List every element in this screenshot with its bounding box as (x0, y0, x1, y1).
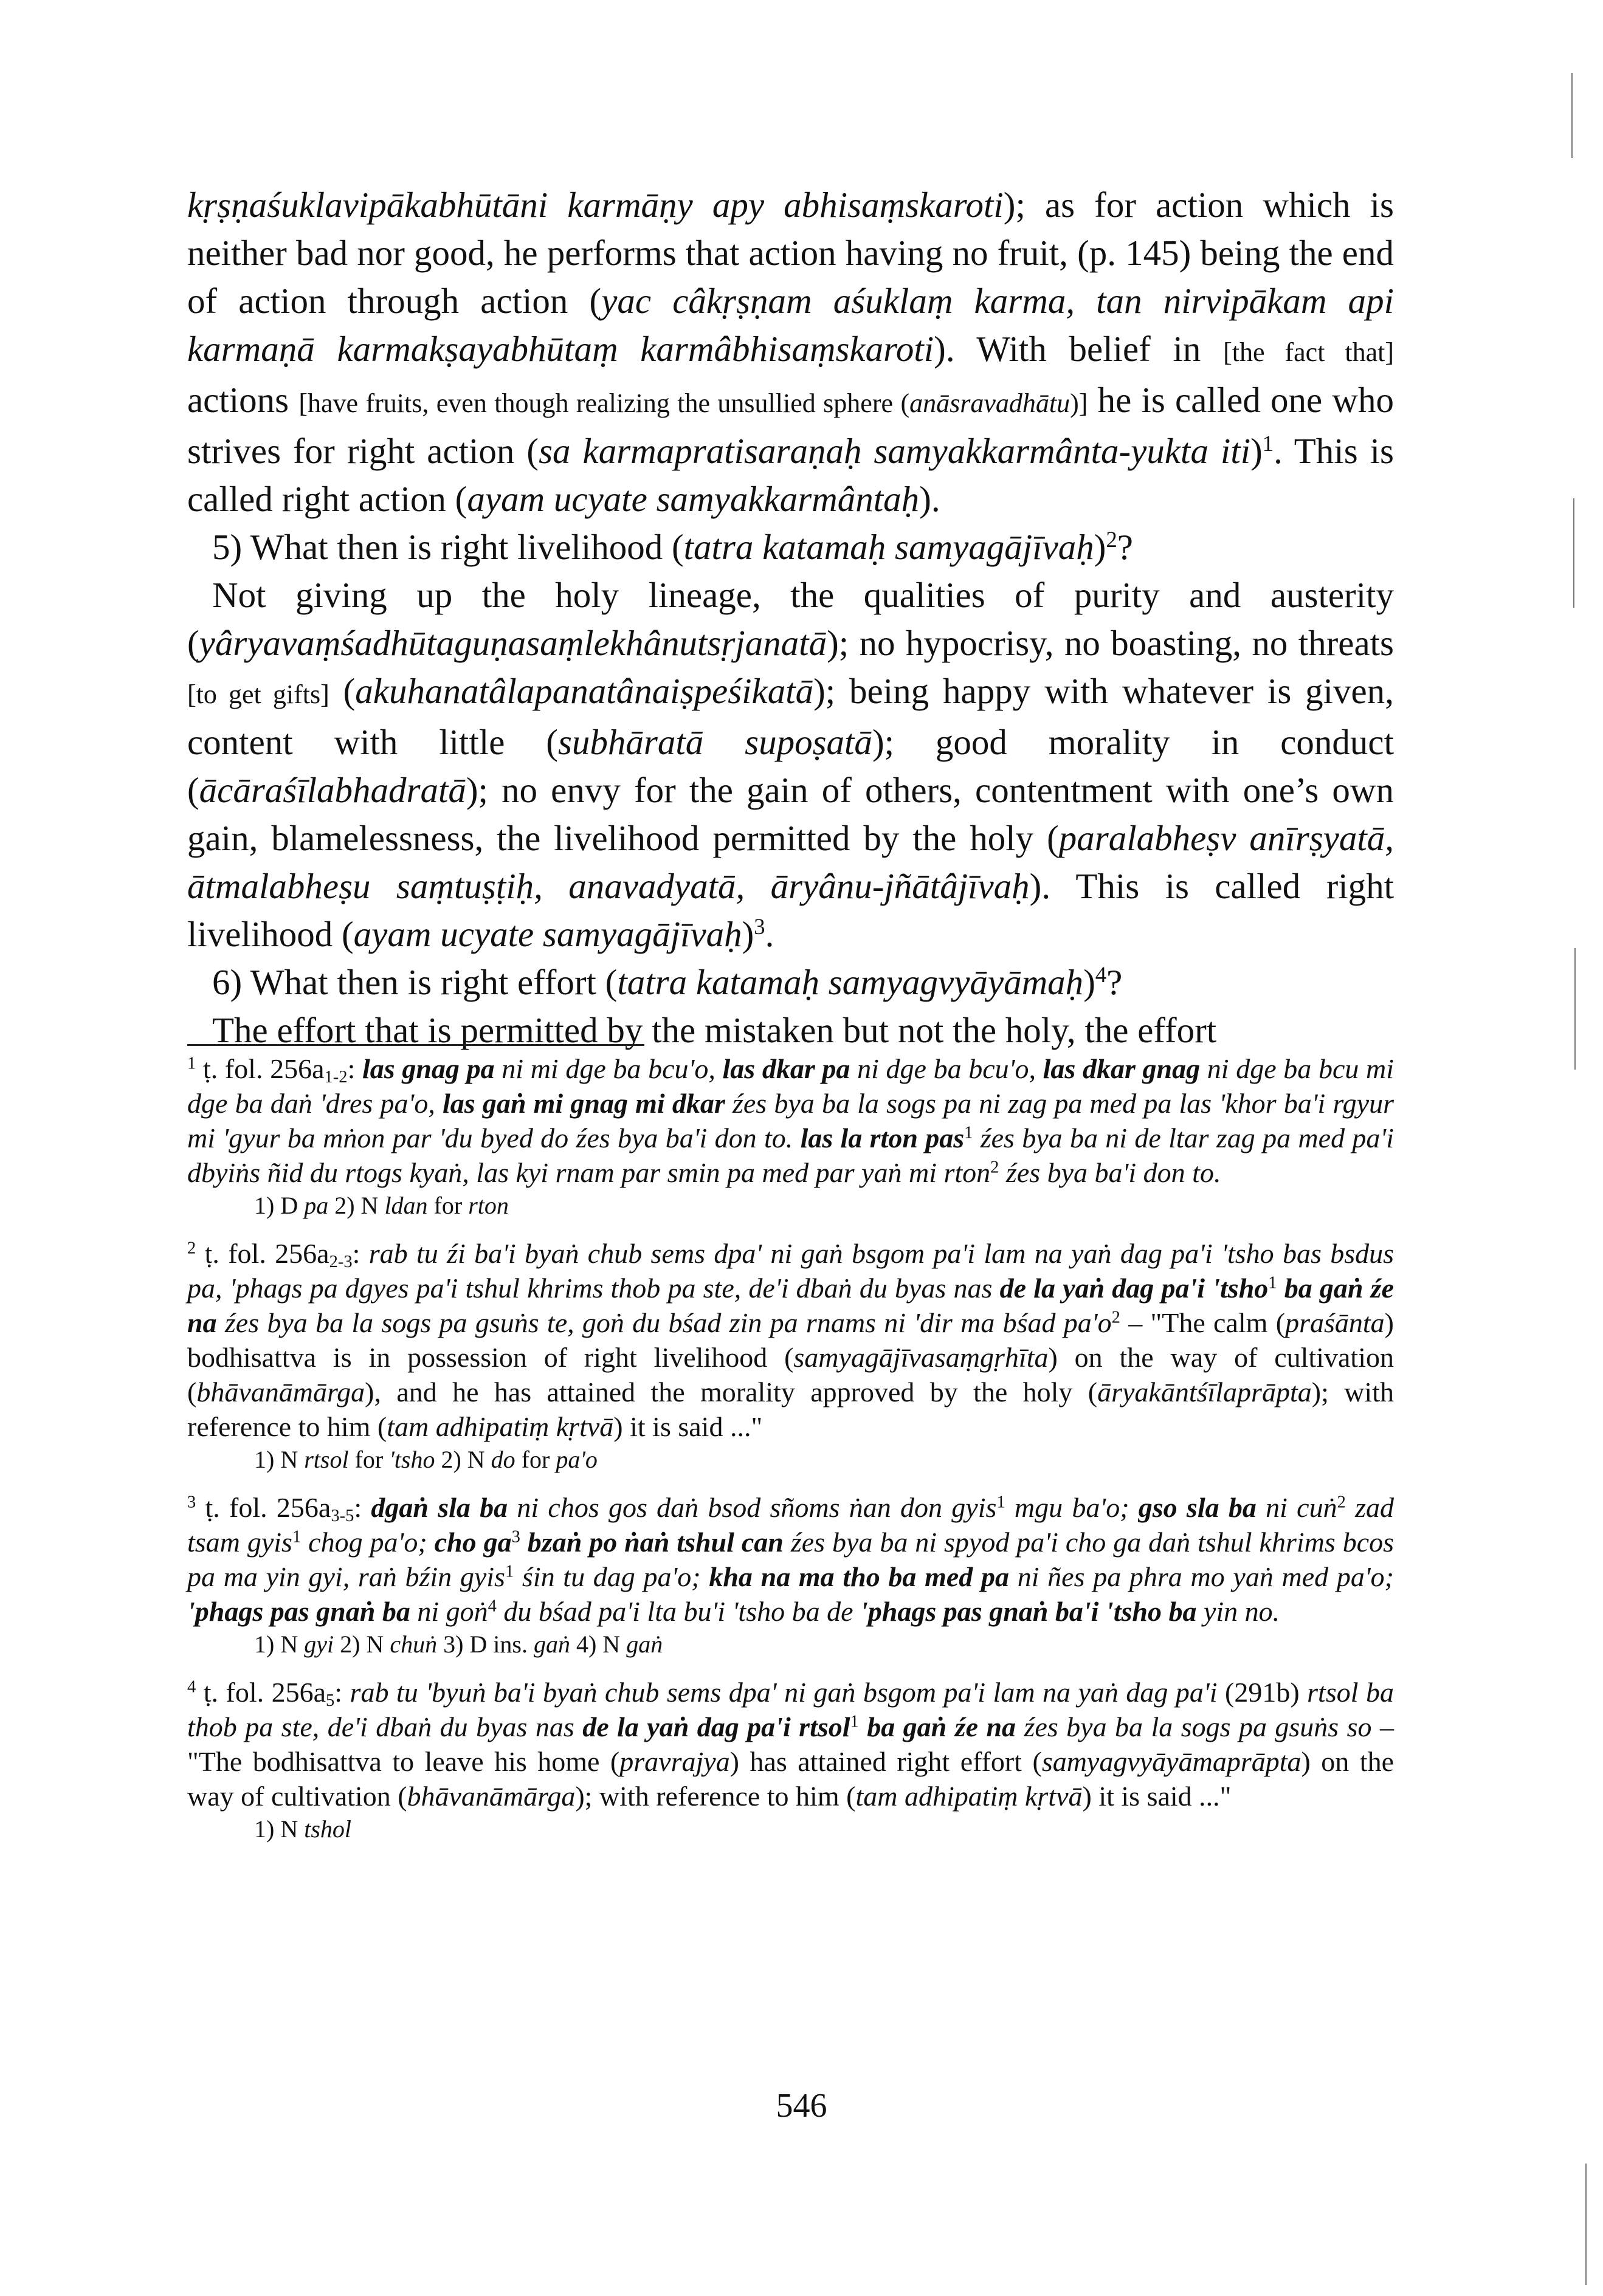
paragraph-right-action: kṛṣṇaśuklavipākabhūtāni karmāṇy apy abhisaṃskaroti); as for action which is neither bad nor good, he performs that action having no fruit, (p. 145) being the end of action through action (yac câkṛṣṇam aśuklaṃ karma, tan nirvipākam api karmaṇā karmakṣayabhūtaṃ karmâbhisaṃskaroti). With belief in [the fact that] actions [have fruits, even though realizing the unsullied sphere (anāsravadhātu)] he is called one who strives for right action (sa karmapratisaraṇaḥ samyakkarmânta-yukta iti)$^1$. This is called right action (ayam ucyate samyakkarmântaḥ). (187, 185, 1394, 519)
scan-edge-mark (1585, 2164, 1587, 2285)
paragraph-livelihood-question: 5) What then is right livelihood (tatra katamaḥ samyagājīvaḥ)$^2$? (212, 526, 1133, 567)
footnotes (187, 1051, 1394, 1860)
paragraph-livelihood-answer: Not giving up the holy lineage, the qualities of purity and austerity (yâryavaṃśadhūtaguṇasaṃlekhânutsṛjanatā); no hypocrisy, no boasting, no threats [to get gifts] (akuhanatâlapanatânaiṣpeśikatā); being happy with whatever is given, content with little (subhāratā supoṣatā); good morality in conduct (ācāraśīlabhadratā); no envy for the gain of others, contentment with one’s own gain, blamelessness, the livelihood permitted by the holy (paralabheṣv anīrṣyatā, ātmalabheṣu saṃtuṣṭiḥ, anavadyatā, āryânu-jñātâjīvaḥ). This is called right livelihood (ayam ucyate samyagājīvaḥ)$^3$. (187, 575, 1394, 954)
footnote-4-variants: 1) N tshol (254, 1815, 352, 1843)
footnote-1-variants: 1) D pa 2) N ldan for rton (254, 1192, 509, 1219)
footnote-1: $^1$ ṭ. fol. $256a_{1-2}$: las gnag pa ni mi dge ba bcu'o, las dkar pa ni dge ba bcu'o, las dkar gnag ni dge ba bcu mi dge ba daṅ 'dres pa'o, las gaṅ mi gnag mi dkar źes bya ba la sogs pa ni zag pa med pa las 'khor ba'i rgyur mi 'gyur ba mṅon par 'du byed do źes bya ba'i don to. las la rton pas$^1$ źes bya ba ni de ltar zag pa med pa'i dbyiṅs ñid du rtogs kyaṅ, las kyi rnam par smin pa med par yaṅ mi rton$^2$ źes bya ba'i don to. (187, 1053, 1394, 1188)
footnote-2: $^2$ ṭ. fol. $256a_{2-3}$: rab tu źi ba'i byaṅ chub sems dpa' ni gaṅ bsgom pa'i lam na yaṅ dag pa'i 'tsho bas bsdus pa, 'phags pa dgyes pa'i tshul khrims thob pa ste, de'i dbaṅ du byas nas de la yaṅ dag pa'i 'tsho$^1$ ba gaṅ źe na źes bya ba la sogs pa gsuṅs te, goṅ du bśad zin pa rnams ni 'dir ma bśad $pa'o^2$ – "The calm (praśānta) bodhisattva is in possession of right livelihood (samyagājīvasaṃgṛhīta) on the way of cultivation (bhāvanāmārga), and he has attained the morality approved by the holy (āryakāntśīlaprāpta); with reference to him (tam adhipatiṃ kṛtvā) it is said ..." (187, 1238, 1394, 1442)
footnote-3-variants: 1) N gyi 2) N chuṅ 3) D ins. gaṅ 4) N gaṅ (254, 1631, 663, 1658)
page-number: 546 (776, 2087, 827, 2125)
paragraph-effort-answer: The effort that is permitted by the mistaken but not the holy, the effort (212, 1010, 1217, 1050)
footnote-2-variants: 1) N rtsol for 'tsho 2) N do for pa'o (254, 1446, 598, 1473)
footnote-ref: 1 (1262, 430, 1274, 456)
scan-edge-mark (1573, 498, 1574, 608)
footnote-separator (187, 1044, 644, 1046)
scan-edge-mark (1574, 948, 1576, 1070)
footnote-ref: 2 (1106, 526, 1117, 552)
footnote-4: $^4$ ṭ. fol. $256a_5$: rab tu 'byuṅ ba'i byaṅ chub sems dpa' ni gaṅ bsgom pa'i lam na yaṅ dag pa'i (291b) rtsol ba thob pa ste, de'i dbaṅ du byas nas de la yaṅ dag pa'i rtsol$^1$ ba gaṅ źe na źes bya ba la sogs pa gsuṅs so – "The bodhisattva to leave his home (pravrajya) has attained right effort (samyagvyāyāmaprāpta) on the way of cultivation (bhāvanāmārga); with reference to him (tam adhipatiṃ kṛtvā) it is said ..." (187, 1677, 1394, 1812)
scan-edge-mark (1571, 73, 1573, 158)
main-text (187, 181, 1394, 1054)
paragraph-effort-question: 6) What then is right effort (tatra katamaḥ samyagvyāyāmaḥ)$^4$? (212, 961, 1123, 1002)
footnote-ref: 4 (1095, 961, 1107, 987)
footnote-ref: 3 (754, 913, 765, 939)
footnote-3: $^3$ ṭ. fol. $256a_{3-5}$: dgaṅ sla ba ni chos gos daṅ bsod sñoms ṅan don gyis$^1$ mgu ba'o; gso sla ba ni cuṅ$^2$ zad tsam gyis$^1$ chog pa'o; cho $ga^3$ bzaṅ po ṅaṅ tshul can źes bya ba ni spyod pa'i cho ga daṅ tshul khrims bcos pa ma yin gyi, raṅ bźin gyis$^1$ śin tu dag pa'o; kha na ma tho ba med pa ni ñes pa phra mo yaṅ med pa'o; 'phags pas gnaṅ ba ni goṅ$^4$ du bśad pa'i lta bu'i 'tsho ba de 'phags pas gnaṅ ba'i 'tsho ba yin no. (187, 1492, 1394, 1627)
